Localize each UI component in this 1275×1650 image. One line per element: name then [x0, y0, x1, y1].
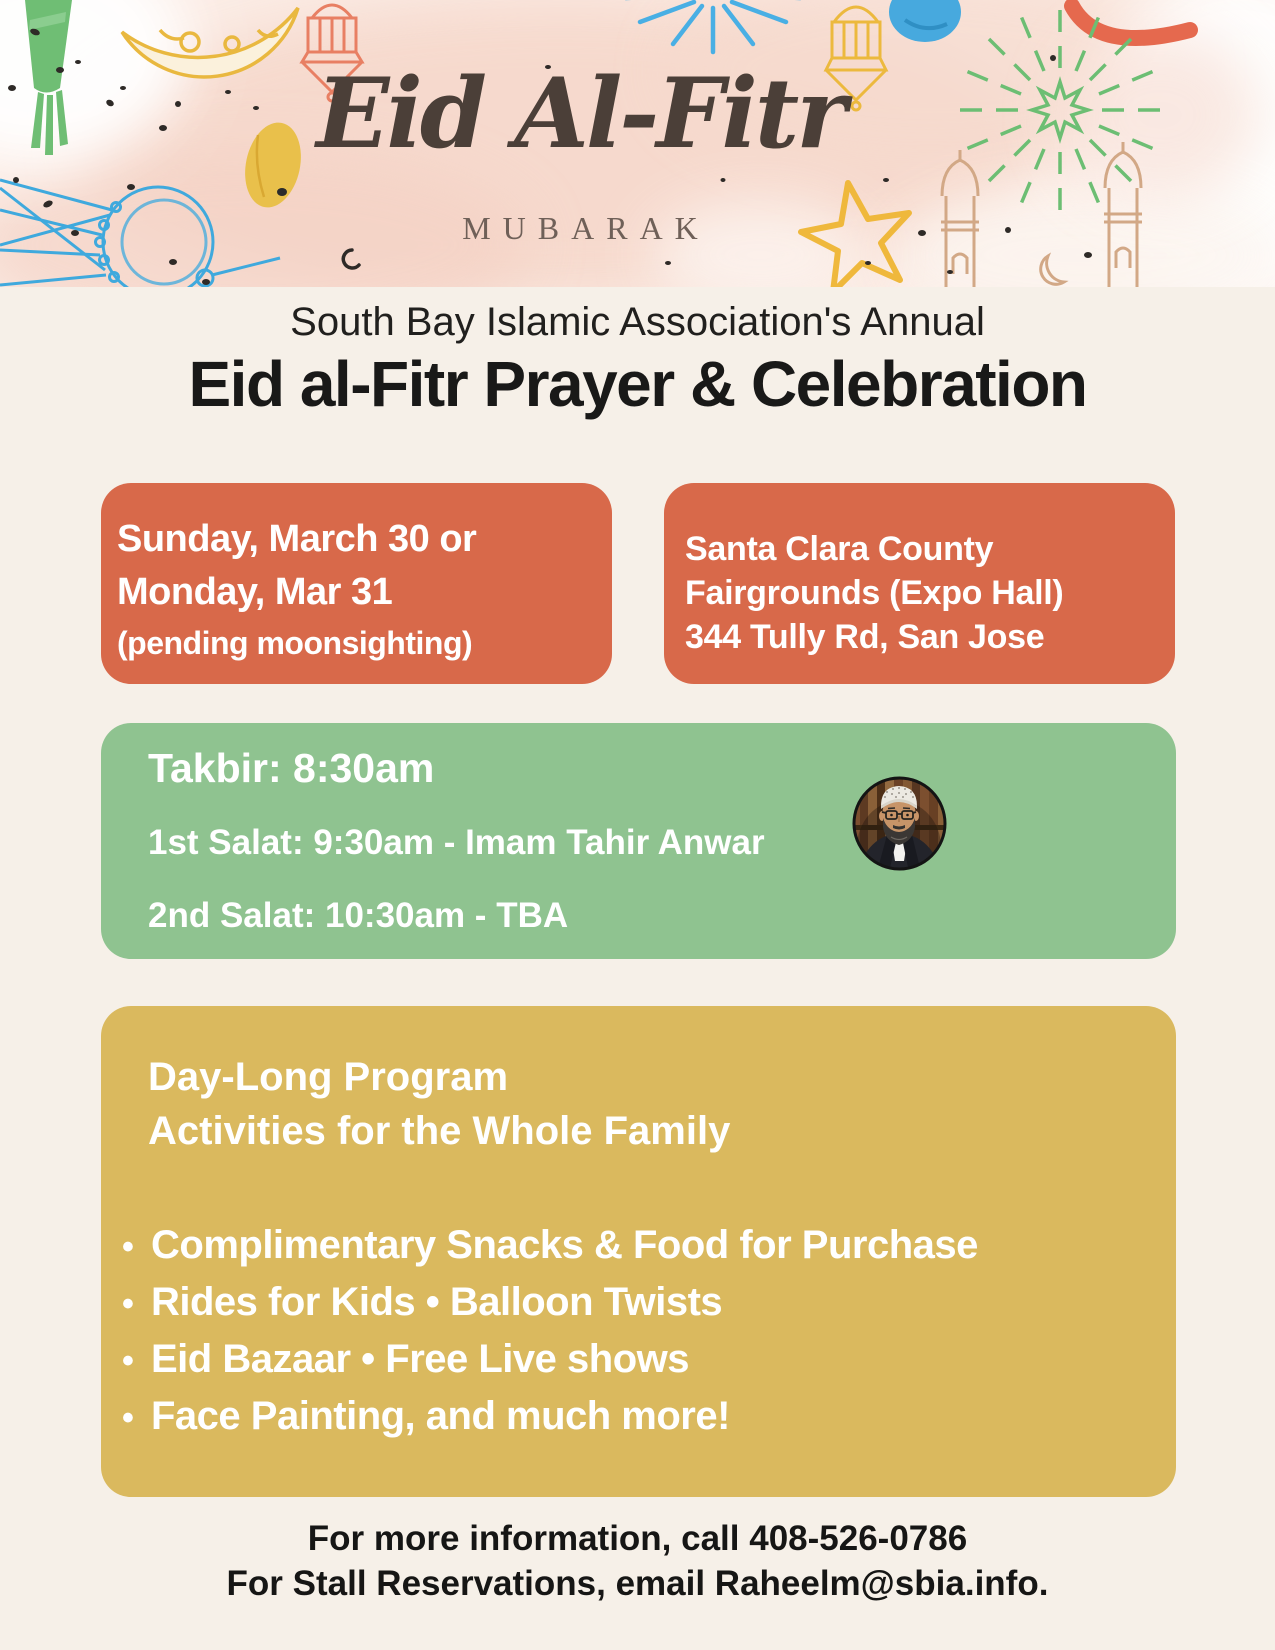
- program-heading-line-1: Day-Long Program: [148, 1055, 509, 1099]
- kicker-text: South Bay Islamic Association's Annual: [290, 300, 985, 344]
- footer-contact: [0, 1516, 1275, 1606]
- bullet-icon: •: [122, 1399, 134, 1437]
- header-mubarak-text: MUBARAK: [462, 210, 710, 246]
- footer-email-line: For Stall Reservations, email Raheelm@sbia.info.: [226, 1564, 1049, 1603]
- list-item: [122, 1218, 978, 1275]
- bullet-text: Face Painting, and much more!: [151, 1394, 730, 1438]
- date-card: [101, 483, 612, 684]
- list-item: [122, 1275, 978, 1332]
- second-salat-time: 2nd Salat: 10:30am - TBA: [148, 896, 569, 935]
- imam-photo: [851, 775, 948, 872]
- header-banner: [0, 0, 1275, 287]
- schedule-card: [101, 723, 1176, 959]
- program-bullet-list: [122, 1218, 978, 1446]
- bullet-icon: •: [122, 1228, 134, 1266]
- venue-line-1: Santa Clara County: [685, 530, 994, 568]
- bullet-text: Eid Bazaar • Free Live shows: [151, 1337, 689, 1381]
- venue-card: [664, 483, 1175, 684]
- date-line-1: Sunday, March 30 or: [117, 518, 477, 560]
- list-item: [122, 1332, 978, 1389]
- bullet-text: Complimentary Snacks & Food for Purchase: [151, 1223, 978, 1267]
- bullet-text: Rides for Kids • Balloon Twists: [151, 1280, 723, 1324]
- date-line-2: Monday, Mar 31: [117, 571, 393, 613]
- bullet-icon: •: [122, 1285, 134, 1323]
- bullet-icon: •: [122, 1342, 134, 1380]
- first-salat-time: 1st Salat: 9:30am - Imam Tahir Anwar: [148, 823, 765, 862]
- page-title: Eid al-Fitr Prayer & Celebration: [188, 348, 1087, 420]
- footer-phone-line: For more information, call 408-526-0786: [307, 1519, 968, 1558]
- venue-line-2: Fairgrounds (Expo Hall): [685, 574, 1064, 612]
- imam-portrait-graphic: [851, 775, 948, 872]
- venue-line-3: 344 Tully Rd, San Jose: [685, 618, 1045, 656]
- date-line-3: (pending moonsighting): [117, 625, 473, 661]
- program-heading-line-2: Activities for the Whole Family: [148, 1109, 731, 1153]
- list-item: [122, 1389, 978, 1446]
- takbir-time: Takbir: 8:30am: [148, 745, 435, 791]
- header-script-title: Eid Al-Fitr: [316, 57, 844, 170]
- program-heading: [148, 1050, 730, 1158]
- program-card: [101, 1006, 1176, 1497]
